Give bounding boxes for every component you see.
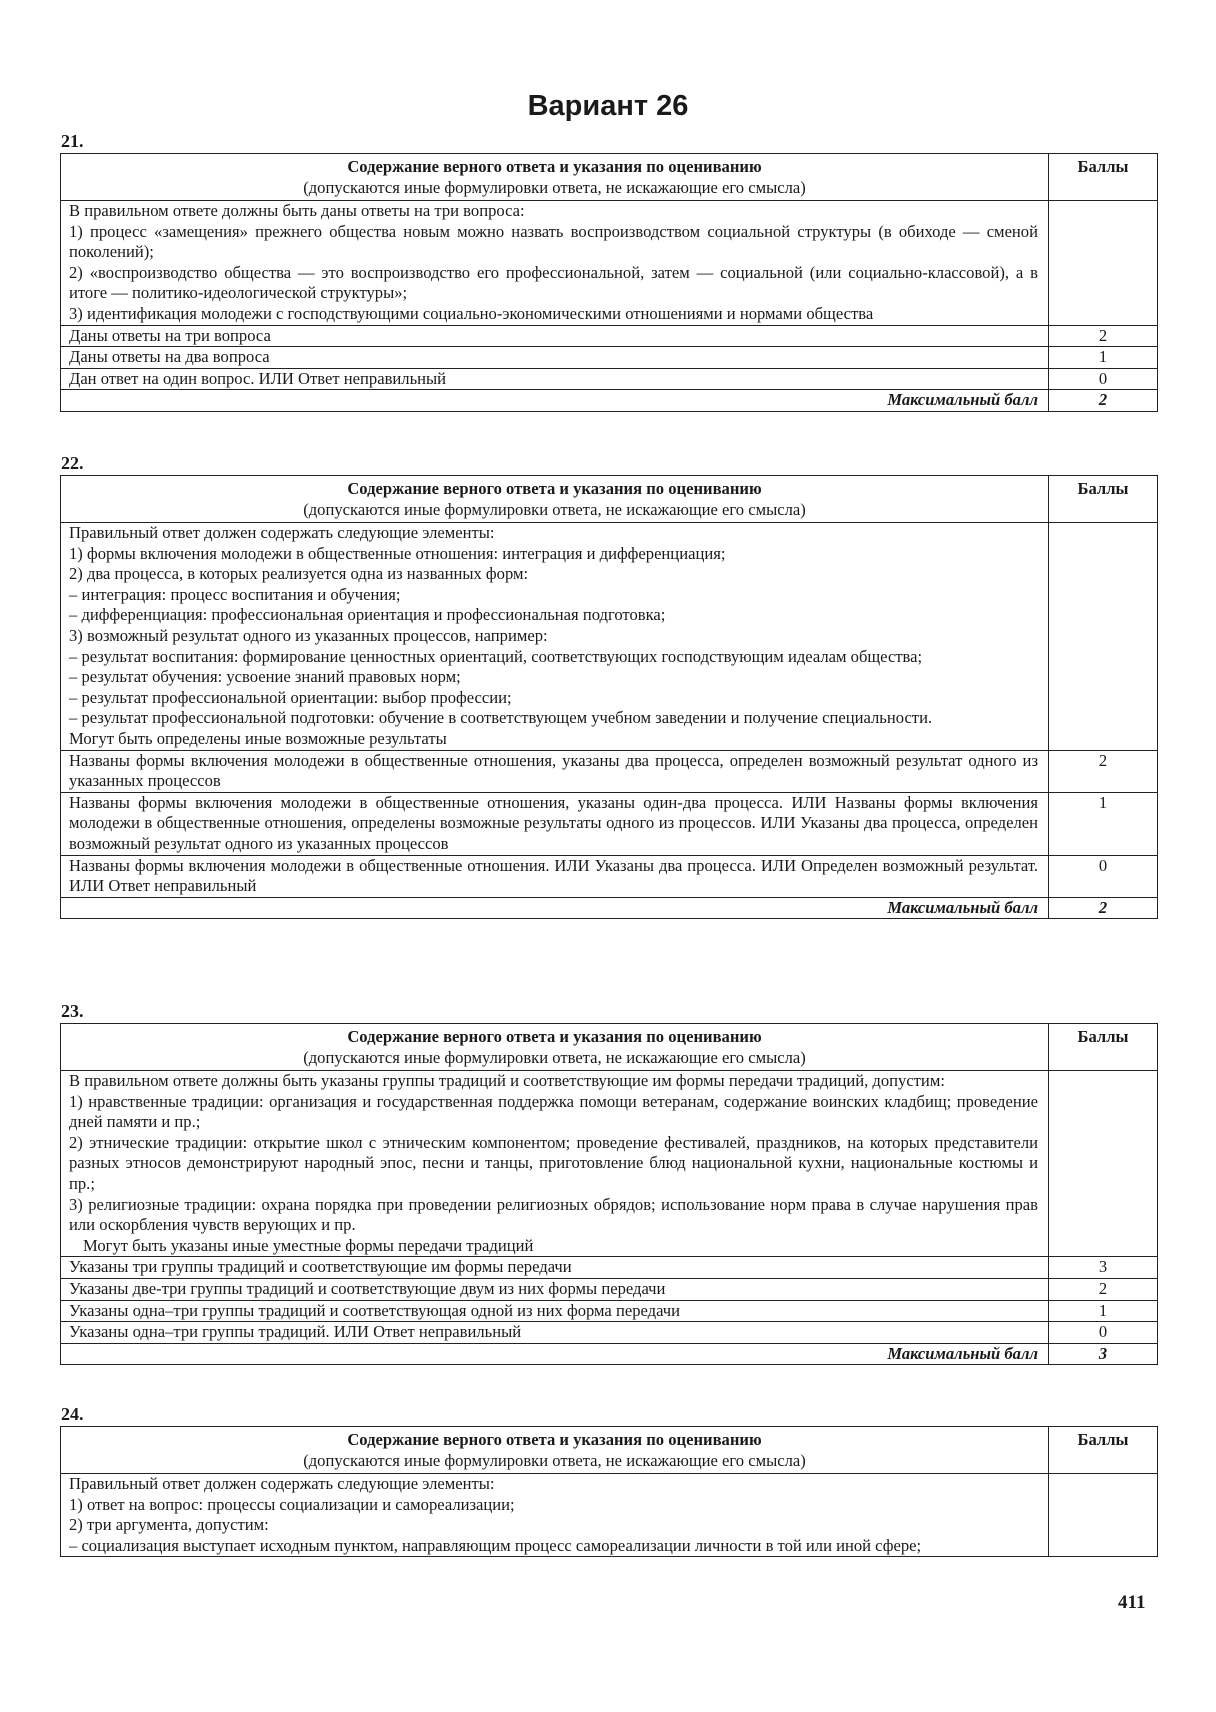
task-number: 23.: [61, 1001, 84, 1021]
header-note: (допускаются иные формулировки ответа, не искажающие его смысла): [303, 178, 806, 197]
criterion-row: [61, 347, 1158, 369]
answer-content: [61, 1474, 1049, 1557]
answer-line: – результат профессиональной ориентации: выбор профессии;: [69, 687, 512, 707]
header-score: Баллы: [1049, 1427, 1158, 1474]
scoring-table: [60, 1023, 1158, 1365]
criterion-row: [61, 792, 1158, 855]
criterion-score: 1: [1049, 792, 1158, 855]
task-number: 24.: [61, 1404, 84, 1424]
header-title: Содержание верного ответа и указания по оцениванию: [347, 1430, 762, 1449]
answer-line: 3) идентификация молодежи с господствующими социально-экономическими отношениями и нормами общества: [69, 303, 874, 323]
criterion-row: [61, 1300, 1158, 1322]
task-23: [60, 1001, 1158, 1365]
answer-line: 1) нравственные традиции: организация и государственная поддержка помощи ветеранам, содержание воинских кладбищ; проведение дней памяти и пр.;: [69, 1091, 1038, 1132]
answer-line: – интеграция: процесс воспитания и обучения;: [69, 584, 401, 604]
criterion-score: 0: [1049, 368, 1158, 390]
header-row: [61, 1427, 1158, 1474]
criterion-row: [61, 1257, 1158, 1279]
criterion-text: Даны ответы на три вопроса: [61, 325, 1049, 347]
answer-line: 1) формы включения молодежи в общественные отношения: интеграция и дифференциация;: [69, 543, 726, 563]
page-title: Вариант 26: [527, 90, 689, 122]
criterion-score: 3: [1049, 1257, 1158, 1279]
answer-line: Могут быть указаны иные уместные формы передачи традиций: [83, 1235, 534, 1255]
answer-line: Могут быть определены иные возможные результаты: [69, 728, 447, 748]
criterion-score: 0: [1049, 855, 1158, 897]
task-21: [60, 131, 1158, 412]
header-note: (допускаются иные формулировки ответа, не искажающие его смысла): [303, 1451, 806, 1470]
criterion-text: Указаны три группы традиций и соответствующие им формы передачи: [61, 1257, 1049, 1279]
criterion-text: Указаны две-три группы традиций и соответствующие двум из них формы передачи: [61, 1278, 1049, 1300]
criterion-text: Дан ответ на один вопрос. ИЛИ Ответ неправильный: [61, 368, 1049, 390]
header-content: [61, 154, 1049, 201]
answer-line: 2) «воспроизводство общества — это воспроизводство его профессиональной, затем — социальной (или социально-классовой), а в итоге — политико-идеологической структуры»;: [69, 262, 1038, 303]
answer-line: 2) три аргумента, допустим:: [69, 1515, 269, 1535]
scoring-table: [60, 153, 1158, 412]
answer-line: 2) два процесса, в которых реализуется одна из названных форм:: [69, 564, 529, 584]
answer-line: 2) этнические традиции: открытие школ с этническим компонентом; проведение фестивалей, праздников, на которых представители разных этносов демонстрируют народный эпос, песни и танцы, приготовление блюд национальной кухни, национальные костюмы и пр.;: [69, 1132, 1038, 1193]
answer-line: – социализация выступает исходным пунктом, направляющим процесс самореализации личности в той или иной сфере;: [69, 1535, 922, 1555]
header-row: [61, 1024, 1158, 1071]
answer-line: 3) возможный результат одного из указанных процессов, например:: [69, 625, 548, 645]
answer-content: [61, 1071, 1049, 1257]
criterion-text: Названы формы включения молодежи в общественные отношения. ИЛИ Указаны два процесса. ИЛИ Определен возможный результат. ИЛИ Ответ неправильный: [61, 855, 1049, 897]
scoring-table: [60, 1426, 1158, 1557]
max-score-row: [61, 390, 1158, 412]
header-score: Баллы: [1049, 476, 1158, 523]
page-number: 411: [1118, 1592, 1146, 1613]
max-score-label: Максимальный балл: [61, 390, 1049, 412]
criterion-text: Названы формы включения молодежи в общественные отношения, указаны два процесса, определен возможный результат одного из указанных процессов: [61, 750, 1049, 792]
header-note: (допускаются иные формулировки ответа, не искажающие его смысла): [303, 1048, 806, 1067]
max-score-label: Максимальный балл: [61, 897, 1049, 919]
max-score-label: Максимальный балл: [61, 1343, 1049, 1365]
scoring-table: [60, 475, 1158, 919]
criterion-text: Названы формы включения молодежи в общественные отношения, указаны один-два процесса. ИЛИ Названы формы включения молодежи в общественные отношения, определены возможные результаты одного из процессов. ИЛИ Указаны два процесса, определен возможный результат одного из указанных процессов: [61, 792, 1049, 855]
answer-line: – результат профессиональной подготовки: обучение в соответствующем учебном заведении и получение специальности.: [69, 708, 933, 728]
max-score-value: 2: [1049, 390, 1158, 412]
task-number: 21.: [61, 131, 84, 151]
answer-content: [61, 201, 1049, 326]
criterion-score: 2: [1049, 750, 1158, 792]
empty-score: [1049, 1071, 1158, 1257]
criterion-row: [61, 1278, 1158, 1300]
criterion-text: Указаны одна–три группы традиций и соответствующая одной из них форма передачи: [61, 1300, 1049, 1322]
content-row: [61, 1474, 1158, 1557]
answer-line: – дифференциация: профессиональная ориентация и профессиональная подготовка;: [69, 605, 666, 625]
header-note: (допускаются иные формулировки ответа, не искажающие его смысла): [303, 500, 806, 519]
header-score: Баллы: [1049, 154, 1158, 201]
header-title: Содержание верного ответа и указания по оцениванию: [347, 157, 762, 176]
empty-score: [1049, 201, 1158, 326]
criterion-text: Указаны одна–три группы традиций. ИЛИ Ответ неправильный: [61, 1322, 1049, 1344]
header-score: Баллы: [1049, 1024, 1158, 1071]
answer-line: Правильный ответ должен содержать следующие элементы:: [69, 523, 495, 542]
header-title: Содержание верного ответа и указания по оцениванию: [347, 479, 762, 498]
max-score-row: [61, 897, 1158, 919]
header-title: Содержание верного ответа и указания по оцениванию: [347, 1027, 762, 1046]
answer-line: 1) ответ на вопрос: процессы социализации и самореализации;: [69, 1494, 515, 1514]
criterion-score: 1: [1049, 347, 1158, 369]
criterion-row: [61, 1322, 1158, 1344]
task-22: [60, 453, 1158, 919]
criterion-score: 2: [1049, 325, 1158, 347]
header-content: [61, 1427, 1049, 1474]
criterion-score: 2: [1049, 1278, 1158, 1300]
answer-content: [61, 523, 1049, 751]
answer-line: В правильном ответе должны быть указаны группы традиций и соответствующие им формы передачи традиций, допустим:: [69, 1071, 945, 1090]
content-row: [61, 1071, 1158, 1257]
max-score-row: [61, 1343, 1158, 1365]
empty-score: [1049, 523, 1158, 751]
criterion-row: [61, 855, 1158, 897]
answer-line: Правильный ответ должен содержать следующие элементы:: [69, 1474, 495, 1493]
header-row: [61, 476, 1158, 523]
criterion-row: [61, 325, 1158, 347]
header-content: [61, 476, 1049, 523]
answer-line: 3) религиозные традиции: охрана порядка при проведении религиозных обрядов; использование норм права в случае нарушения прав или оскорбления чувств верующих и пр.: [69, 1194, 1038, 1235]
criterion-score: 1: [1049, 1300, 1158, 1322]
criterion-row: [61, 368, 1158, 390]
header-content: [61, 1024, 1049, 1071]
criterion-row: [61, 750, 1158, 792]
content-row: [61, 523, 1158, 751]
answer-line: 1) процесс «замещения» прежнего общества новым можно назвать воспроизводством социальной структуры (в обиходе — сменой поколений);: [69, 221, 1038, 262]
answer-line: – результат воспитания: формирование ценностных ориентаций, соответствующих господствующим идеалам общества;: [69, 646, 923, 666]
content-row: [61, 201, 1158, 326]
answer-line: – результат обучения: усвоение знаний правовых норм;: [69, 667, 461, 687]
max-score-value: 3: [1049, 1343, 1158, 1365]
criterion-text: Даны ответы на два вопроса: [61, 347, 1049, 369]
max-score-value: 2: [1049, 897, 1158, 919]
task-number: 22.: [61, 453, 84, 473]
empty-score: [1049, 1474, 1158, 1557]
answer-line: В правильном ответе должны быть даны ответы на три вопроса:: [69, 201, 525, 220]
criterion-score: 0: [1049, 1322, 1158, 1344]
header-row: [61, 154, 1158, 201]
task-24: [60, 1404, 1158, 1557]
